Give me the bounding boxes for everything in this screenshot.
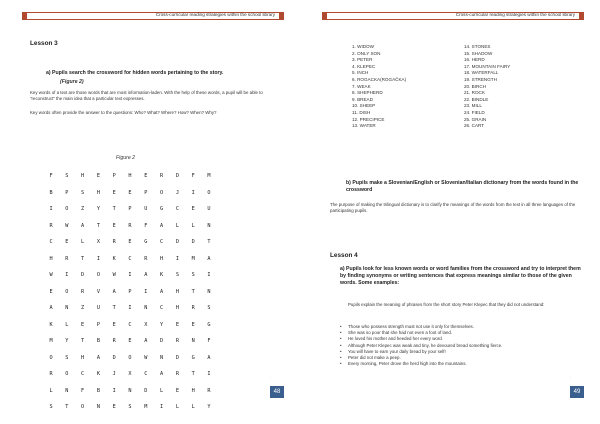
crossword-letter: I: [207, 371, 211, 378]
word-list-item: 5. INCH: [352, 70, 369, 76]
task-b-heading: b) Pupils make a Slovenian/English or Slovenian/Italian dictionary from the words found in the crossword: [346, 180, 579, 193]
crossword-letter: P: [96, 321, 100, 328]
crossword-letter: I: [49, 206, 53, 213]
word-list-item: 8. SHEPHERD: [352, 90, 383, 96]
lesson-4-heading: Lesson 4: [330, 252, 358, 259]
crossword-letter: O: [160, 189, 164, 196]
crossword-letter: O: [96, 272, 100, 279]
crossword-row: [46, 185, 214, 202]
crossword-letter: A: [160, 288, 164, 295]
crossword-letter: R: [65, 255, 69, 262]
crossword-letter: N: [144, 305, 148, 312]
crossword-letter: E: [112, 222, 116, 229]
crossword-letter: E: [128, 189, 132, 196]
crossword-letter: R: [144, 255, 148, 262]
crossword-letter: M: [191, 255, 195, 262]
phrase-bullet-item: • Although Peter Klepec was weak and tiny, he devoured bread something fierce.: [340, 343, 570, 349]
crossword-letter: T: [191, 288, 195, 295]
crossword-letter: I: [96, 255, 100, 262]
crossword-letter: I: [128, 305, 132, 312]
left-footer-mark: ·: [270, 375, 272, 380]
crossword-letter: D: [160, 338, 164, 345]
word-list-item: 24. FIELD: [464, 109, 485, 115]
crossword-letter: H: [49, 255, 53, 262]
crossword-letter: N: [160, 354, 164, 361]
crossword-letter: R: [81, 288, 85, 295]
crossword-letter: P: [128, 288, 132, 295]
crossword-grid: [46, 168, 214, 416]
crossword-row: [46, 234, 214, 251]
crossword-letter: L: [65, 321, 69, 328]
crossword-letter: T: [96, 222, 100, 229]
crossword-row: [46, 284, 214, 301]
crossword-letter: B: [96, 338, 100, 345]
crossword-letter: D: [175, 239, 179, 246]
crossword-letter: W: [65, 222, 69, 229]
word-list-item: 11. DISH: [352, 109, 371, 115]
crossword-letter: S: [191, 272, 195, 279]
crossword-letter: H: [81, 354, 85, 361]
crossword-letter: T: [112, 206, 116, 213]
crossword-letter: H: [191, 387, 195, 394]
phrase-bullet-item: • Peter did not make a peep.: [340, 355, 570, 361]
crossword-letter: X: [96, 239, 100, 246]
dictionary-purpose-paragraph: The purpose of making the trilingual dictionary is to clarify the meanings of the words from the text in all three languages of the participating pupils.: [330, 202, 576, 213]
crossword-row: [46, 383, 214, 400]
word-list-item: 4. KLEPEC: [352, 63, 376, 69]
crossword-letter: M: [207, 173, 211, 180]
crossword-letter: K: [49, 321, 53, 328]
phrase-bullet-item: • You will have to earn your daily bread by your self!: [340, 349, 570, 355]
crossword-letter: C: [144, 371, 148, 378]
crossword-letter: E: [81, 321, 85, 328]
crossword-letter: E: [65, 239, 69, 246]
crossword-letter: L: [191, 404, 195, 411]
crossword-row: [46, 218, 214, 235]
crossword-letter: R: [191, 305, 195, 312]
crossword-letter: N: [207, 222, 211, 229]
right-header-title: Cross-curricular reading strategies within the school library: [455, 12, 575, 17]
word-list-item: 21. ROCK: [464, 90, 485, 96]
crossword-letter: A: [49, 305, 53, 312]
word-list-item: 20. BIRCH: [464, 83, 486, 89]
phrase-bullet-item: • She was so poor that she had not even a foot of land.: [340, 330, 570, 336]
crossword-letter: U: [144, 206, 148, 213]
crossword-letter: O: [65, 206, 69, 213]
crossword-letter: E: [112, 321, 116, 328]
crossword-letter: K: [96, 371, 100, 378]
crossword-letter: F: [81, 387, 85, 394]
crossword-row: [46, 366, 214, 383]
crossword-letter: I: [144, 288, 148, 295]
crossword-letter: O: [207, 189, 211, 196]
word-list-item: 18. WATERFALL: [464, 70, 499, 76]
crossword-letter: E: [128, 239, 132, 246]
crossword-letter: N: [65, 387, 69, 394]
crossword-row: [46, 399, 214, 416]
crossword-letter: P: [128, 206, 132, 213]
right-header-bar: [322, 12, 584, 20]
crossword-letter: W: [144, 354, 148, 361]
crossword-letter: A: [144, 272, 148, 279]
crossword-letter: N: [65, 305, 69, 312]
crossword-letter: E: [175, 387, 179, 394]
crossword-letter: A: [96, 354, 100, 361]
crossword-letter: J: [175, 189, 179, 196]
crossword-letter: A: [112, 288, 116, 295]
word-list-item: 12. PRECIPICE: [352, 116, 385, 122]
crossword-letter: S: [207, 305, 211, 312]
word-list-item: 17. MOUNTAIN FAIRY: [464, 63, 511, 69]
crossword-letter: G: [207, 321, 211, 328]
crossword-letter: N: [96, 404, 100, 411]
crossword-letter: O: [65, 371, 69, 378]
crossword-letter: T: [81, 255, 85, 262]
left-header-title: Cross-curricular reading strategies within the school library: [155, 12, 275, 17]
crossword-letter: C: [128, 255, 132, 262]
crossword-letter: R: [112, 239, 116, 246]
crossword-letter: B: [96, 387, 100, 394]
word-list-item: 13. WATER: [352, 123, 376, 129]
crossword-letter: U: [207, 206, 211, 213]
crossword-letter: O: [128, 354, 132, 361]
crossword-letter: D: [191, 239, 195, 246]
crossword-letter: L: [81, 239, 85, 246]
crossword-letter: I: [175, 255, 179, 262]
crossword-letter: D: [175, 173, 179, 180]
crossword-letter: G: [191, 354, 195, 361]
crossword-letter: S: [175, 272, 179, 279]
crossword-letter: T: [81, 338, 85, 345]
crossword-letter: R: [49, 222, 53, 229]
crossword-letter: L: [175, 404, 179, 411]
crossword-row: [46, 251, 214, 268]
crossword-letter: F: [49, 173, 53, 180]
crossword-letter: N: [191, 338, 195, 345]
crossword-letter: R: [160, 173, 164, 180]
word-list-item: 7. WEAK: [352, 83, 371, 89]
crossword-letter: R: [128, 222, 132, 229]
crossword-letter: D: [81, 272, 85, 279]
phrase-bullet-item: • Those who possess strength must not use it only for themselves.: [340, 324, 570, 330]
crossword-letter: B: [49, 189, 53, 196]
crossword-letter: C: [81, 371, 85, 378]
crossword-row: [46, 201, 214, 218]
crossword-letter: S: [49, 404, 53, 411]
crossword-letter: I: [112, 387, 116, 394]
crossword-letter: I: [65, 272, 69, 279]
word-list-item: 19. STRENGTH: [464, 76, 497, 82]
word-list-item: 10. SHEEP: [352, 103, 376, 109]
word-list-item: 1. WIDOW: [352, 44, 374, 49]
crossword-letter: L: [160, 387, 164, 394]
crossword-letter: U: [96, 305, 100, 312]
crossword-letter: A: [160, 371, 164, 378]
crossword-letter: G: [160, 206, 164, 213]
crossword-letter: I: [191, 189, 195, 196]
crossword-letter: I: [160, 404, 164, 411]
task-a-figure-ref: (Figure 2): [60, 79, 84, 85]
crossword-letter: H: [128, 173, 132, 180]
crossword-letter: Y: [207, 404, 211, 411]
crossword-letter: E: [49, 288, 53, 295]
crossword-letter: Y: [96, 206, 100, 213]
crossword-letter: H: [175, 288, 179, 295]
crossword-letter: S: [128, 404, 132, 411]
crossword-letter: T: [112, 305, 116, 312]
phrase-bullet-item: • He loved his mother and heeded her every word.: [340, 336, 570, 342]
phrase-bullet-list: [340, 324, 570, 367]
crossword-letter: R: [175, 371, 179, 378]
crossword-letter: E: [112, 189, 116, 196]
crossword-letter: P: [65, 189, 69, 196]
crossword-letter: F: [207, 338, 211, 345]
crossword-letter: E: [191, 321, 195, 328]
questions-paragraph: Key words often provide the answer to the questions: Who? What? Where? How? When? Why?: [30, 110, 217, 115]
crossword-letter: G: [144, 239, 148, 246]
crossword-letter: F: [144, 222, 148, 229]
crossword-letter: W: [49, 272, 53, 279]
crossword-letter: H: [81, 173, 85, 180]
crossword-letter: J: [112, 371, 116, 378]
crossword-letter: C: [175, 206, 179, 213]
crossword-row: [46, 300, 214, 317]
word-list-column-1: [352, 44, 462, 130]
crossword-letter: A: [207, 255, 211, 262]
crossword-letter: A: [144, 338, 148, 345]
crossword-letter: T: [65, 404, 69, 411]
crossword-letter: Z: [81, 206, 85, 213]
crossword-letter: O: [81, 404, 85, 411]
word-list-item: 9. BREAD: [352, 96, 373, 102]
crossword-letter: L: [191, 222, 195, 229]
word-list-column-2: [464, 44, 574, 130]
crossword-letter: X: [128, 371, 132, 378]
crossword-letter: V: [96, 288, 100, 295]
crossword-letter: C: [160, 239, 164, 246]
crossword-letter: E: [128, 338, 132, 345]
crossword-letter: M: [49, 338, 53, 345]
phrases-intro-paragraph: Pupils explain the meaning of phrases from the short story Peter Klepec that they did not understand:: [348, 302, 545, 307]
crossword-letter: E: [175, 321, 179, 328]
crossword-letter: A: [81, 222, 85, 229]
crossword-letter: E: [191, 206, 195, 213]
figure-2-label: Figure 2: [116, 155, 136, 161]
crossword-letter: H: [160, 255, 164, 262]
crossword-letter: Y: [160, 321, 164, 328]
lesson-3-heading: Lesson 3: [30, 40, 58, 47]
word-list-item: 25. GRAIN: [464, 116, 487, 122]
crossword-letter: I: [128, 272, 132, 279]
crossword-letter: A: [207, 354, 211, 361]
keywords-paragraph: Key words of a text are those words that are most information-laden. With the help of these words, a pupil will be able to "reconstruct" the main idea that a particular text expresses.: [30, 90, 263, 101]
crossword-letter: P: [144, 189, 148, 196]
crossword-letter: Y: [65, 338, 69, 345]
crossword-letter: L: [49, 387, 53, 394]
crossword-letter: C: [128, 321, 132, 328]
crossword-letter: H: [96, 189, 100, 196]
right-page-number: 49: [570, 386, 584, 398]
crossword-letter: F: [191, 173, 195, 180]
crossword-row: [46, 317, 214, 334]
crossword-row: [46, 267, 214, 284]
word-list-item: 6. ROGACKA(ROGAČKA): [352, 76, 407, 82]
crossword-letter: O: [65, 288, 69, 295]
word-list-item: 14. STONES: [464, 44, 491, 49]
word-list-item: 3. PETER: [352, 57, 373, 63]
phrase-bullet-item: • Every morning, Peter drove the herd high into the mountains.: [340, 361, 570, 367]
crossword-letter: I: [207, 272, 211, 279]
word-list-item: 15. SHADOW: [464, 50, 493, 56]
crossword-row: [46, 350, 214, 367]
crossword-letter: W: [112, 272, 116, 279]
crossword-letter: A: [160, 222, 164, 229]
crossword-letter: S: [81, 189, 85, 196]
crossword-letter: C: [160, 305, 164, 312]
task-a-heading: a) Pupils search the crossword for hidden words pertaining to the story.: [46, 70, 224, 76]
crossword-letter: R: [175, 338, 179, 345]
right-footer-mark: ·: [570, 375, 572, 380]
crossword-letter: D: [144, 387, 148, 394]
crossword-letter: K: [112, 255, 116, 262]
crossword-letter: O: [49, 354, 53, 361]
crossword-letter: E: [112, 404, 116, 411]
crossword-letter: T: [191, 371, 195, 378]
crossword-letter: S: [65, 354, 69, 361]
crossword-letter: R: [49, 371, 53, 378]
crossword-letter: E: [96, 173, 100, 180]
crossword-letter: R: [112, 338, 116, 345]
crossword-letter: N: [207, 288, 211, 295]
crossword-letter: C: [49, 239, 53, 246]
crossword-letter: M: [144, 404, 148, 411]
crossword-letter: Z: [81, 305, 85, 312]
word-list-item: 22. BINDLE: [464, 96, 489, 102]
crossword-letter: N: [128, 387, 132, 394]
crossword-letter: T: [207, 239, 211, 246]
crossword-row: [46, 333, 214, 350]
crossword-letter: H: [175, 305, 179, 312]
word-list-item: 23. MILL: [464, 103, 482, 109]
crossword-letter: L: [175, 222, 179, 229]
task-4a-heading: a) Pupils look for less known words or word families from the crossword and try to interpret them by finding synonyms or writing sentences that express meanings similar to those of the given words. Some examples:: [340, 266, 581, 286]
crossword-letter: X: [144, 321, 148, 328]
word-list-item: 26. CART: [464, 123, 485, 129]
crossword-letter: K: [160, 272, 164, 279]
crossword-letter: E: [144, 173, 148, 180]
left-page-number: 48: [270, 386, 284, 398]
crossword-letter: D: [175, 354, 179, 361]
word-list-item: 16. HERD: [464, 57, 485, 63]
crossword-letter: R: [207, 387, 211, 394]
left-header-bar: [22, 12, 284, 20]
crossword-letter: S: [65, 173, 69, 180]
crossword-letter: P: [112, 173, 116, 180]
word-list-item: 2. ONLY SON: [352, 50, 381, 56]
crossword-row: [46, 168, 214, 185]
crossword-letter: D: [112, 354, 116, 361]
